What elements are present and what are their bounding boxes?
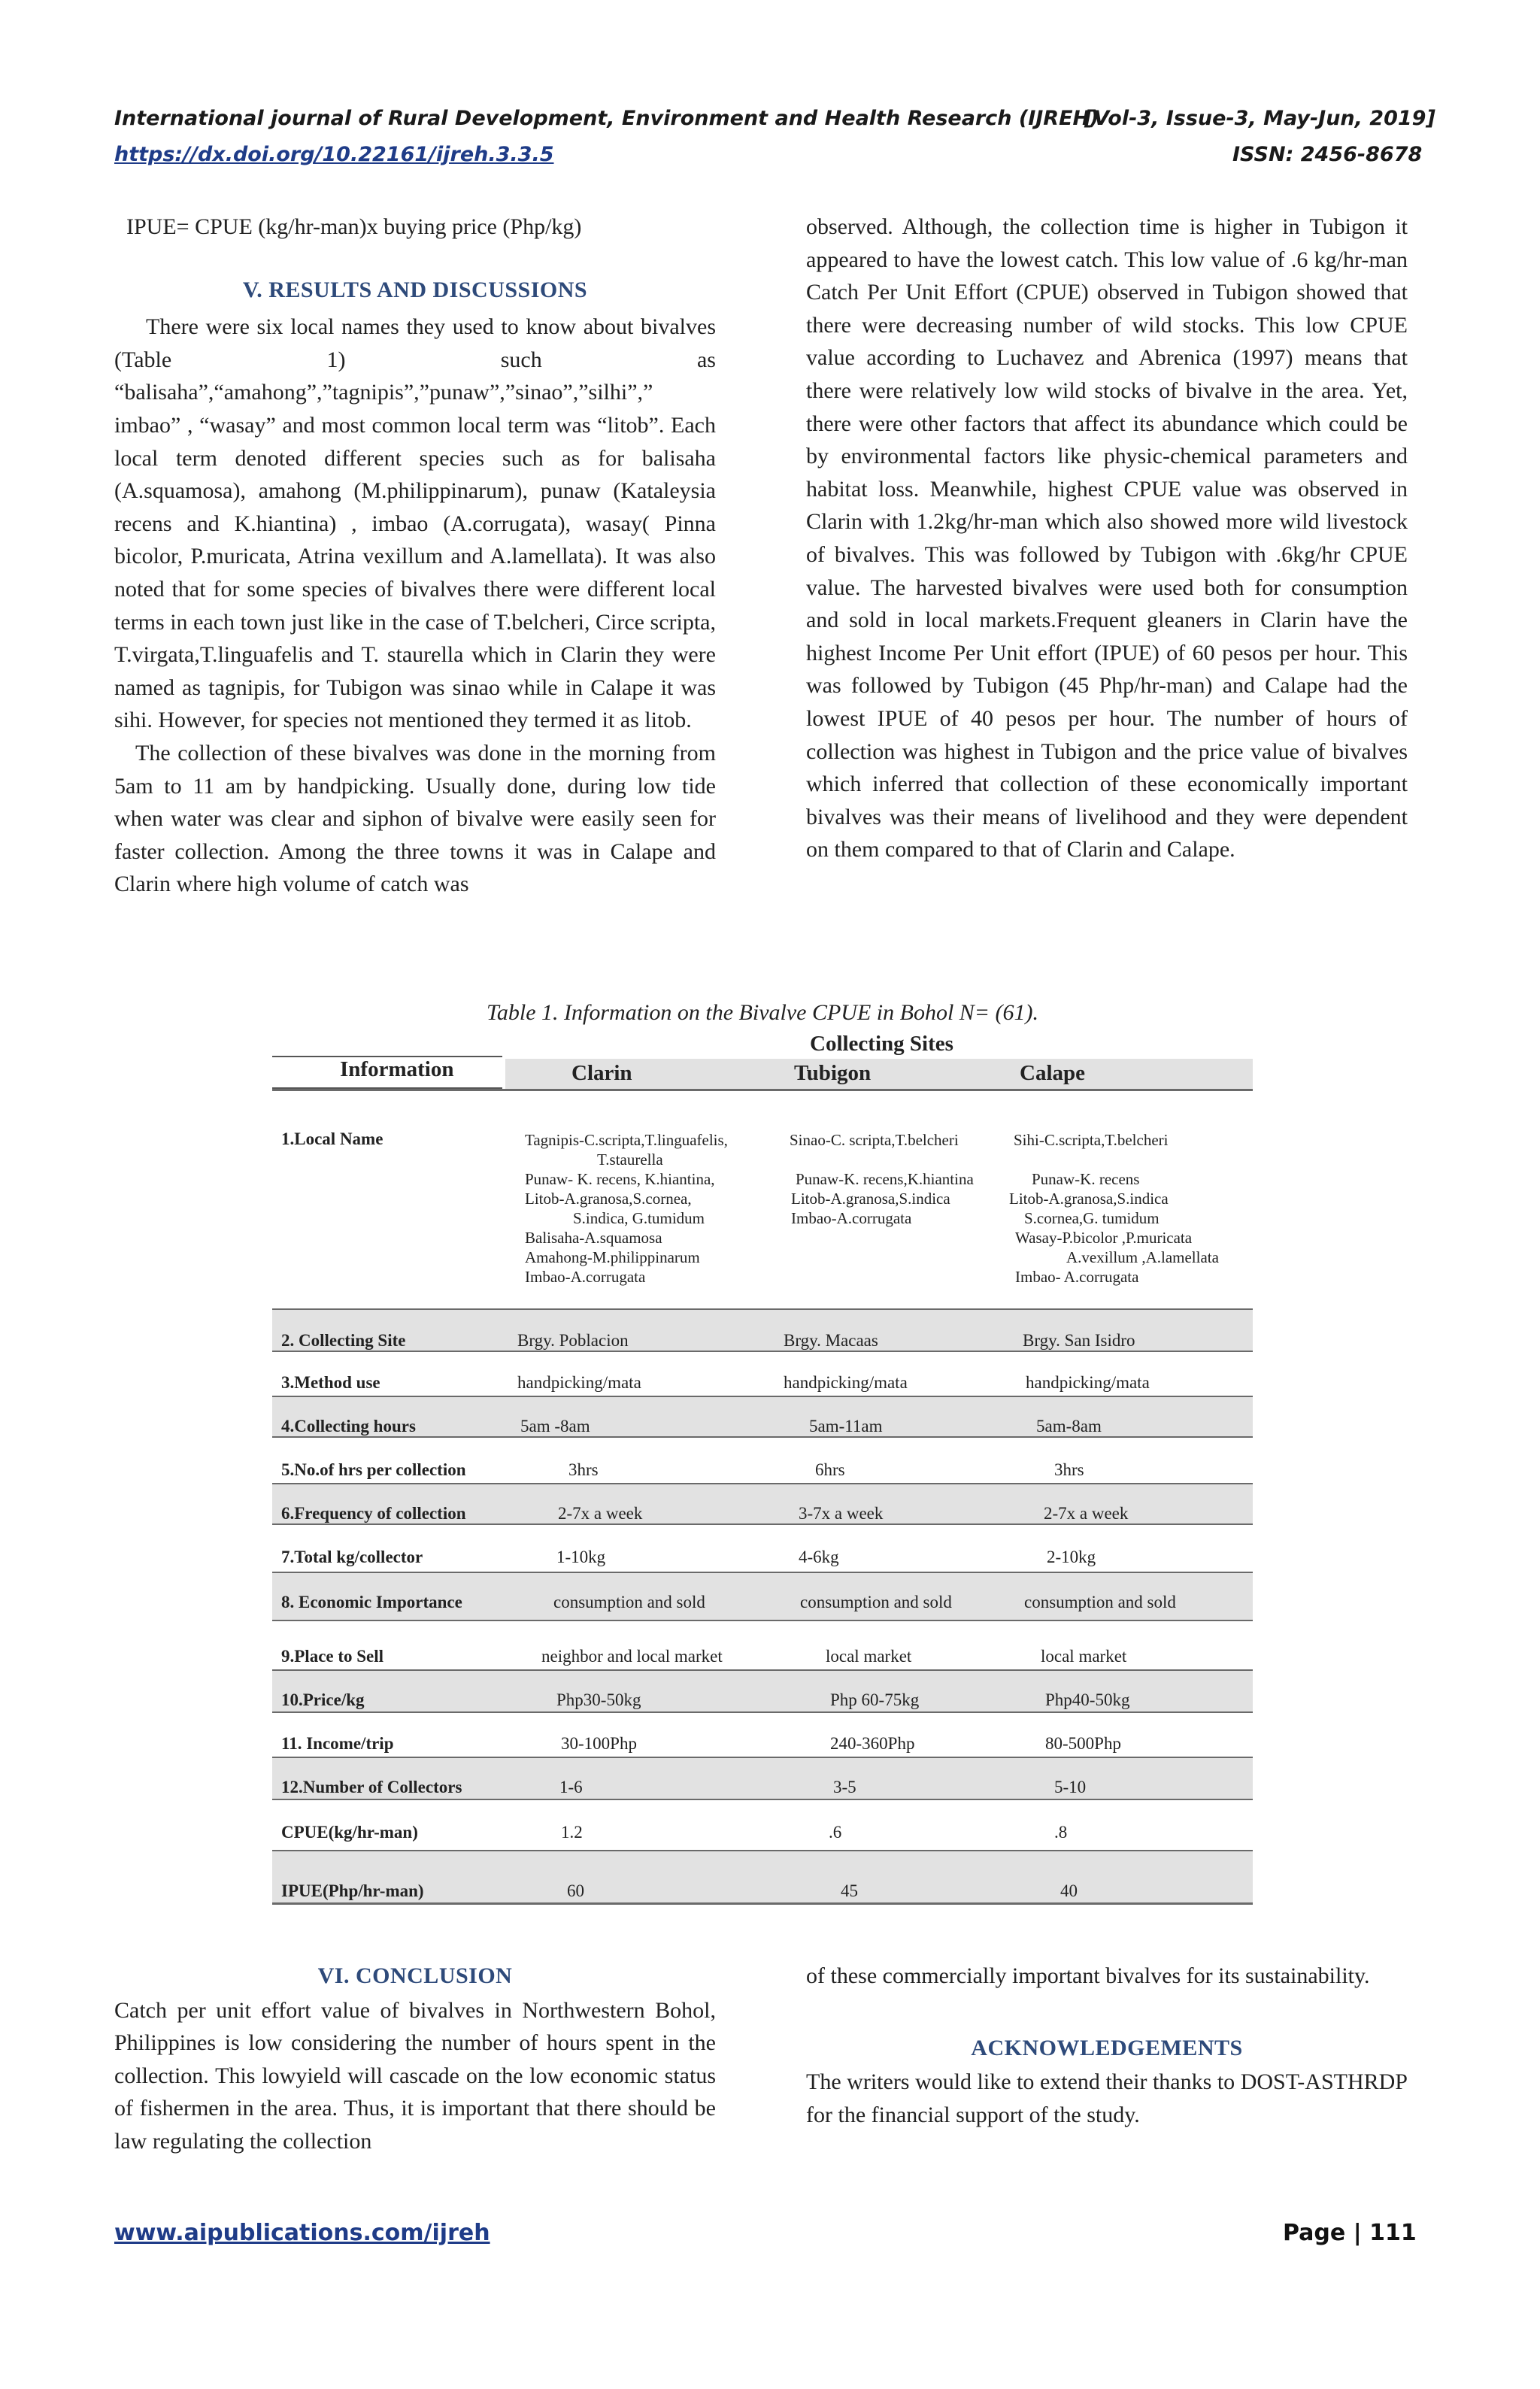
- cell-site-tubigon: Brgy. Macaas: [784, 1331, 878, 1350]
- page-number: Page | 111: [1283, 2220, 1417, 2246]
- cell-income-clarin: 30-100Php: [561, 1734, 637, 1753]
- cell-method-clarin: handpicking/mata: [517, 1373, 641, 1392]
- cell-hours-tubigon: 5am-11am: [809, 1417, 883, 1436]
- cell-freq-calape: 2-7x a week: [1044, 1504, 1129, 1523]
- row-label-total-kg: 7.Total kg/collector: [281, 1548, 423, 1566]
- cell-freq-clarin: 2-7x a week: [558, 1504, 643, 1523]
- row-label-local-name: 1.Local Name: [281, 1129, 383, 1148]
- cell-price-tubigon: Php 60-75kg: [830, 1690, 920, 1709]
- cell-kg-calape: 2-10kg: [1047, 1548, 1096, 1566]
- row-label-frequency: 6.Frequency of collection: [281, 1504, 466, 1523]
- cell-hrs-calape: 3hrs: [1054, 1460, 1084, 1479]
- results-paragraph-1: There were six local names they used to know about bivalves (Table 1) such as “balisaha”,“amahong”,”tagnipis”,”punaw”,”sinao”,”silhi”,” imbao” , “wasay” and most common local term was “litob”. Each local term denoted different species such as for balisaha (A.squamosa), amahong (M.philippinarum), punaw (Kataleysia recens and K.hiantina) , imbao (A.corrugata), wasay( Pinna bicolor, P.muricata, Atrina vexillum and A.lamellata). It was also noted that for some species of bivalves there were different local terms in each town just like in the case of T.belcheri, Circe scripta, T.virgata,T.linguafelis and T. staurella which in Clarin they were named as tagnipis, for Tubigon was sinao while in Calape it was sihi. However, for species not mentioned they termed it as litob.: [114, 314, 716, 733]
- info-header: Information: [340, 1057, 454, 1081]
- cell-method-calape: handpicking/mata: [1026, 1373, 1150, 1392]
- left-column: [114, 211, 716, 901]
- cell-kg-clarin: 1-10kg: [556, 1548, 606, 1566]
- cell-collectors-calape: 5-10: [1054, 1778, 1087, 1796]
- cell-place-clarin: neighbor and local market: [541, 1647, 723, 1666]
- row-label-collecting-site: 2. Collecting Site: [281, 1331, 406, 1350]
- cell-ipue-tubigon: 45: [841, 1881, 858, 1900]
- issn: ISSN: 2456-8678: [1232, 143, 1423, 166]
- cell-site-clarin: Brgy. Poblacion: [517, 1331, 629, 1350]
- footer-site-link[interactable]: www.aipublications.com/ijreh: [114, 2220, 490, 2246]
- row-label-price: 10.Price/kg: [281, 1690, 365, 1709]
- ipue-formula: IPUE= CPUE (kg/hr-man)x buying price (Php/kg): [126, 214, 582, 239]
- cell-hours-calape: 5am-8am: [1036, 1417, 1102, 1436]
- section-results-title: V. RESULTS AND DISCUSSIONS: [242, 277, 588, 302]
- cell-income-calape: 80-500Php: [1045, 1734, 1121, 1753]
- row-label-collectors: 12.Number of Collectors: [281, 1778, 462, 1796]
- row-label-cpue: CPUE(kg/hr-man): [281, 1823, 418, 1842]
- row-label-ipue: IPUE(Php/hr-man): [281, 1881, 424, 1900]
- cell-place-tubigon: local market: [826, 1647, 912, 1666]
- cell-cpue-calape: .8: [1054, 1823, 1068, 1842]
- right-column: [806, 211, 1408, 866]
- cell-price-calape: Php40-50kg: [1045, 1690, 1130, 1709]
- cell-econ-tubigon: consumption and sold: [800, 1593, 952, 1611]
- row-label-economic-importance: 8. Economic Importance: [281, 1593, 462, 1611]
- cell-cpue-tubigon: .6: [829, 1823, 842, 1842]
- cell-cpue-clarin: 1.2: [561, 1823, 583, 1842]
- bivalve-cpue-table: Information Collecting Sites Clarin Tubigon Calape 1.Local Name Tagnipis-C.scripta,T.linguafelis, T.staurella Punaw- K. recens, K.hiantina, Litob-A.granosa,S.cornea, S.indica, G.tumidum Balisaha-A.squamosa Amahong-M.philippinarum Imbao-A.corrugata Sinao-C. scripta,T.belcheri Punaw-K. recens,K.hiantina Litob-A.granosa,S.indica Imbao-A.corrugata Sihi-C.scripta,T.belcheri Punaw-K. recens Litob-A.granosa,S.indica S.cornea,G. tumidum Wasay-P.bicolor ,P.muricata A.vexillum ,A.lamellata Imbao- A.corrugata 2. Collecting Site Brgy. Poblacion Brgy. Macaas Brgy. San Isidro 3.Method use handpicking/mata handpicking/mata handpicking/mata 4.Collecting hours 5am -8am 5am-11am 5am-8am 5.No.of hrs per collection 3hrs 6hrs 3hrs 6.Frequency of collection 2-7x a week 3-7x a week 2-7x a week 7.Total kg/collector 1-10kg 4-6kg 2-10kg 8. Economic Importance consumption and sold consumption and sold consumption and sold 9.Place to Sell neighbor and local market local market local market 10.Price/kg Php30-50kg Php 60-75kg Php40-50kg 11. Income/trip 30-100Php 240-360Php 80-500Php 12.Number of Collectors 1-6 3-5 5-10 CPUE(kg/hr-man) 1.2 .6 .8 IPUE(Php/hr-man) 60 45 40: [272, 1036, 1253, 1924]
- site-header-calape: Calape: [1020, 1061, 1085, 1085]
- conclusion-paragraph-continued: of these commercially important bivalves for its sustainability.: [806, 1963, 1370, 1988]
- conclusion-right: [806, 1960, 1408, 2131]
- section-acknowledgements-title: ACKNOWLEDGEMENTS: [971, 2035, 1243, 2060]
- row-label-income: 11. Income/trip: [281, 1734, 394, 1753]
- row-label-collecting-hours: 4.Collecting hours: [281, 1417, 416, 1436]
- cell-income-tubigon: 240-360Php: [830, 1734, 915, 1753]
- row-label-hrs-per-collection: 5.No.of hrs per collection: [281, 1460, 466, 1479]
- site-header-clarin: Clarin: [571, 1061, 632, 1085]
- cell-hrs-tubigon: 6hrs: [815, 1460, 845, 1479]
- cell-ipue-clarin: 60: [567, 1881, 584, 1900]
- collecting-sites-header: Collecting Sites: [810, 1032, 953, 1056]
- doi-link[interactable]: https://dx.doi.org/10.22161/ijreh.3.3.5: [114, 143, 554, 166]
- cell-site-calape: Brgy. San Isidro: [1023, 1331, 1135, 1350]
- cell-econ-calape: consumption and sold: [1024, 1593, 1176, 1611]
- table-caption: Table 1. Information on the Bivalve CPUE in Bohol N= (61).: [486, 1000, 1039, 1025]
- cell-collectors-clarin: 1-6: [559, 1778, 583, 1796]
- section-conclusion-title: VI. CONCLUSION: [317, 1963, 513, 1988]
- results-paragraph-2: The collection of these bivalves was done in the morning from 5am to 11 am by handpicking. Usually done, during low tide when water was clear and siphon of bivalve were easily seen for faster collection. Among the three towns it was in Calape and Clarin where high volume of catch was: [114, 740, 716, 897]
- journal-title: International journal of Rural Development, Environment and Health Research (IJREH): [114, 107, 1099, 130]
- cell-econ-clarin: consumption and sold: [553, 1593, 705, 1611]
- cell-method-tubigon: handpicking/mata: [784, 1373, 908, 1392]
- cell-hours-clarin: 5am -8am: [520, 1417, 590, 1436]
- cell-hrs-clarin: 3hrs: [568, 1460, 599, 1479]
- cell-ipue-calape: 40: [1060, 1881, 1078, 1900]
- cell-price-clarin: Php30-50kg: [556, 1690, 641, 1709]
- site-header-tubigon: Tubigon: [794, 1061, 872, 1085]
- row-label-method: 3.Method use: [281, 1373, 380, 1392]
- volume-info: [Vol-3, Issue-3, May-Jun, 2019]: [1084, 107, 1435, 130]
- cell-kg-tubigon: 4-6kg: [799, 1548, 839, 1566]
- results-paragraph-3: observed. Although, the collection time is higher in Tubigon it appeared to have the lowest catch. This low value of .6 kg/hr-man Catch Per Unit Effort (CPUE) observed in Tubigon showed that there were decreasing number of wild stocks. This low CPUE value according to Luchavez and Abrenica (1997) means that there were relatively low wild stocks of bivalve in the area. Yet, there were other factors that affect its abundance which could be by environmental factors like physic-chemical parameters and habitat loss. Meanwhile, highest CPUE value was observed in Clarin with 1.2kg/hr-man which also showed more wild livestock of bivalves. This was followed by Tubigon with .6kg/hr CPUE value. The harvested bivalves were used both for consumption and sold in local markets.Frequent gleaners in Clarin have the highest Income Per Unit effort (IPUE) of 60 pesos per hour. This was followed by Tubigon (45 Php/hr-man) and Calape had the lowest IPUE of 40 pesos per hour. The number of hours of collection was highest in Tubigon and the price value of bivalves which inferred that collection of these economically important bivalves was their means of livelihood and they were dependent on them compared to that of Clarin and Calape.: [806, 214, 1408, 863]
- conclusion-left: [114, 1960, 716, 2158]
- cell-place-calape: local market: [1041, 1647, 1127, 1666]
- row-label-place-to-sell: 9.Place to Sell: [281, 1647, 384, 1666]
- cell-freq-tubigon: 3-7x a week: [799, 1504, 884, 1523]
- acknowledgements-text: The writers would like to extend their thanks to DOST-ASTHRDP for the financial support of the study.: [806, 2069, 1408, 2127]
- cell-collectors-tubigon: 3-5: [833, 1778, 856, 1796]
- conclusion-paragraph: Catch per unit effort value of bivalves in Northwestern Bohol, Philippines is low considering the number of hours spent in the collection. This lowyield will cascade on the low economic status of fishermen in the area. Thus, it is important that there should be law regulating the collection: [114, 1997, 716, 2154]
